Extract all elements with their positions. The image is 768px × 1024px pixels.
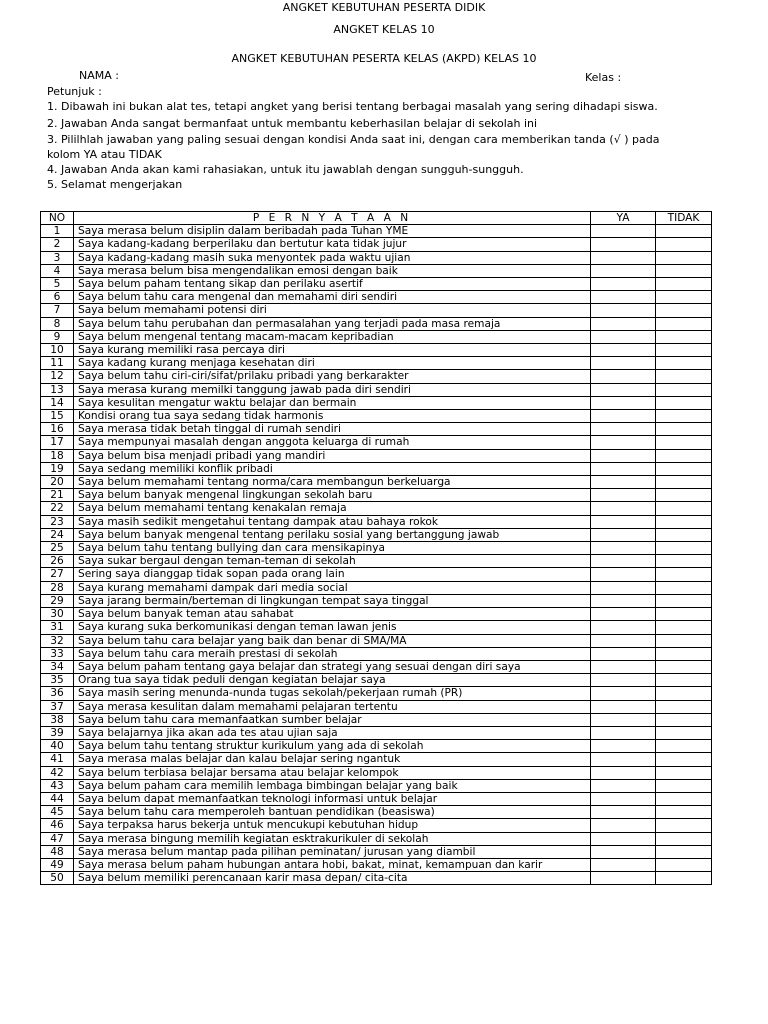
ya-checkbox-cell[interactable]: [591, 423, 656, 436]
row-statement: Saya kurang suka berkomunikasi dengan teman lawan jenis: [74, 621, 591, 634]
row-number: 16: [41, 423, 74, 436]
row-number: 6: [41, 291, 74, 304]
row-number: 35: [41, 674, 74, 687]
kelas-label: Kelas :: [585, 71, 622, 84]
row-statement: Saya belum memahami potensi diri: [74, 304, 591, 317]
tidak-checkbox-cell[interactable]: [656, 423, 712, 436]
tidak-checkbox-cell[interactable]: [656, 568, 712, 581]
row-number: 20: [41, 476, 74, 489]
row-number: 31: [41, 621, 74, 634]
tidak-checkbox-cell[interactable]: [656, 528, 712, 541]
ya-checkbox-cell[interactable]: [591, 819, 656, 832]
row-number: 27: [41, 568, 74, 581]
ya-checkbox-cell[interactable]: [591, 621, 656, 634]
table-row: [41, 317, 712, 330]
instructions-heading: Petunjuk :: [47, 85, 102, 98]
tidak-checkbox-cell[interactable]: [656, 594, 712, 607]
row-statement: Saya kurang memiliki rasa percaya diri: [74, 344, 591, 357]
ya-checkbox-cell[interactable]: [591, 515, 656, 528]
tidak-checkbox-cell[interactable]: [656, 542, 712, 555]
row-statement: Saya belum banyak mengenal tentang perilaku sosial yang bertanggung jawab: [74, 528, 591, 541]
tidak-checkbox-cell[interactable]: [656, 726, 712, 739]
table-header-row: [41, 212, 712, 225]
row-statement: Saya belum paham cara memilih lembaga bimbingan belajar yang baik: [74, 779, 591, 792]
tidak-checkbox-cell[interactable]: [656, 634, 712, 647]
tidak-checkbox-cell[interactable]: [656, 687, 712, 700]
row-statement: Saya terpaksa harus bekerja untuk mencukupi kebutuhan hidup: [74, 819, 591, 832]
tidak-checkbox-cell[interactable]: [656, 779, 712, 792]
row-statement: Kondisi orang tua saya sedang tidak harmonis: [74, 410, 591, 423]
ya-checkbox-cell[interactable]: [591, 779, 656, 792]
row-statement: Saya masih sering menunda-nunda tugas sekolah/pekerjaan rumah (PR): [74, 687, 591, 700]
ya-checkbox-cell[interactable]: [591, 660, 656, 673]
row-statement: Saya jarang bermain/berteman di lingkungan tempat saya tinggal: [74, 594, 591, 607]
tidak-checkbox-cell[interactable]: [656, 251, 712, 264]
table-row: [41, 766, 712, 779]
table-row: [41, 792, 712, 805]
tidak-checkbox-cell[interactable]: [656, 740, 712, 753]
table-row: [41, 436, 712, 449]
row-number: 3: [41, 251, 74, 264]
row-statement: Saya merasa belum mantap pada pilihan peminatan/ jurusan yang diambil: [74, 845, 591, 858]
ya-checkbox-cell[interactable]: [591, 462, 656, 475]
tidak-checkbox-cell[interactable]: [656, 396, 712, 409]
table-row: [41, 845, 712, 858]
ya-checkbox-cell[interactable]: [591, 238, 656, 251]
tidak-checkbox-cell[interactable]: [656, 304, 712, 317]
row-statement: Saya belum banyak teman atau sahabat: [74, 608, 591, 621]
row-number: 40: [41, 740, 74, 753]
tidak-checkbox-cell[interactable]: [656, 713, 712, 726]
table-row: [41, 396, 712, 409]
tidak-checkbox-cell[interactable]: [656, 225, 712, 238]
row-number: 11: [41, 357, 74, 370]
row-number: 37: [41, 700, 74, 713]
ya-checkbox-cell[interactable]: [591, 370, 656, 383]
tidak-checkbox-cell[interactable]: [656, 647, 712, 660]
row-number: 19: [41, 462, 74, 475]
tidak-checkbox-cell[interactable]: [656, 383, 712, 396]
row-number: 9: [41, 330, 74, 343]
instruction-item: 1. Dibawah ini bukan alat tes, tetapi angket yang berisi tentang berbagai masalah yang sering dihadapi siswa.: [47, 100, 658, 114]
tidak-checkbox-cell[interactable]: [656, 621, 712, 634]
ya-checkbox-cell[interactable]: [591, 568, 656, 581]
row-number: 22: [41, 502, 74, 515]
ya-checkbox-cell[interactable]: [591, 713, 656, 726]
nama-label: NAMA :: [79, 69, 119, 82]
row-number: 10: [41, 344, 74, 357]
ya-checkbox-cell[interactable]: [591, 740, 656, 753]
table-row: [41, 555, 712, 568]
table-row: [41, 819, 712, 832]
row-number: 1: [41, 225, 74, 238]
tidak-checkbox-cell[interactable]: [656, 344, 712, 357]
tidak-checkbox-cell[interactable]: [656, 700, 712, 713]
tidak-checkbox-cell[interactable]: [656, 436, 712, 449]
ya-checkbox-cell[interactable]: [591, 383, 656, 396]
row-statement: Saya mempunyai masalah dengan anggota keluarga di rumah: [74, 436, 591, 449]
instruction-item: 2. Jawaban Anda sangat bermanfaat untuk membantu keberhasilan belajar di sekolah ini: [47, 117, 538, 131]
table-row: [41, 779, 712, 792]
row-statement: Saya belum tahu cara memperoleh bantuan pendidikan (beasiswa): [74, 806, 591, 819]
row-statement: Saya belum mengenal tentang macam-macam kepribadian: [74, 330, 591, 343]
tidak-checkbox-cell[interactable]: [656, 489, 712, 502]
ya-checkbox-cell[interactable]: [591, 449, 656, 462]
ya-checkbox-cell[interactable]: [591, 317, 656, 330]
header-tidak: TIDAK: [656, 212, 712, 225]
table-row: [41, 700, 712, 713]
row-statement: Saya kesulitan mengatur waktu belajar dan bermain: [74, 396, 591, 409]
row-statement: Saya belum tahu cara mengenal dan memahami diri sendiri: [74, 291, 591, 304]
table-row: [41, 225, 712, 238]
tidak-checkbox-cell[interactable]: [656, 515, 712, 528]
tidak-checkbox-cell[interactable]: [656, 792, 712, 805]
table-row: [41, 647, 712, 660]
ya-checkbox-cell[interactable]: [591, 806, 656, 819]
row-number: 49: [41, 858, 74, 871]
tidak-checkbox-cell[interactable]: [656, 753, 712, 766]
row-number: 29: [41, 594, 74, 607]
table-row: [41, 344, 712, 357]
row-statement: Saya belum terbiasa belajar bersama atau belajar kelompok: [74, 766, 591, 779]
ya-checkbox-cell[interactable]: [591, 555, 656, 568]
ya-checkbox-cell[interactable]: [591, 489, 656, 502]
table-row: [41, 502, 712, 515]
tidak-checkbox-cell[interactable]: [656, 317, 712, 330]
row-statement: Saya kadang kurang menjaga kesehatan diri: [74, 357, 591, 370]
row-number: 25: [41, 542, 74, 555]
instruction-item: 5. Selamat mengerjakan: [47, 178, 183, 192]
ya-checkbox-cell[interactable]: [591, 251, 656, 264]
tidak-checkbox-cell[interactable]: [656, 858, 712, 871]
ya-checkbox-cell[interactable]: [591, 502, 656, 515]
ya-checkbox-cell[interactable]: [591, 687, 656, 700]
ya-checkbox-cell[interactable]: [591, 330, 656, 343]
ya-checkbox-cell[interactable]: [591, 608, 656, 621]
row-statement: Saya kurang memahami dampak dari media social: [74, 581, 591, 594]
tidak-checkbox-cell[interactable]: [656, 330, 712, 343]
row-statement: Saya belum memiliki perencanaan karir masa depan/ cita-cita: [74, 872, 591, 885]
ya-checkbox-cell[interactable]: [591, 225, 656, 238]
row-number: 30: [41, 608, 74, 621]
row-number: 44: [41, 792, 74, 805]
ya-checkbox-cell[interactable]: [591, 581, 656, 594]
tidak-checkbox-cell[interactable]: [656, 819, 712, 832]
tidak-checkbox-cell[interactable]: [656, 278, 712, 291]
ya-checkbox-cell[interactable]: [591, 476, 656, 489]
document-title: ANGKET KEBUTUHAN PESERTA DIDIK: [282, 1, 486, 14]
tidak-checkbox-cell[interactable]: [656, 845, 712, 858]
row-statement: Saya merasa bingung memilih kegiatan esktrakurikuler di sekolah: [74, 832, 591, 845]
row-statement: Saya merasa belum disiplin dalam beribadah pada Tuhan YME: [74, 225, 591, 238]
table-row: [41, 449, 712, 462]
ya-checkbox-cell[interactable]: [591, 436, 656, 449]
table-row: [41, 278, 712, 291]
table-row: [41, 264, 712, 277]
table-row: [41, 476, 712, 489]
row-statement: Saya belum paham tentang gaya belajar dan strategi yang sesuai dengan diri saya: [74, 660, 591, 673]
row-statement: Saya belum banyak mengenal lingkungan sekolah baru: [74, 489, 591, 502]
tidak-checkbox-cell[interactable]: [656, 581, 712, 594]
row-number: 45: [41, 806, 74, 819]
ya-checkbox-cell[interactable]: [591, 872, 656, 885]
row-number: 7: [41, 304, 74, 317]
row-number: 34: [41, 660, 74, 673]
ya-checkbox-cell[interactable]: [591, 410, 656, 423]
row-statement: Saya merasa tidak betah tinggal di rumah sendiri: [74, 423, 591, 436]
header-no: NO: [41, 212, 74, 225]
tidak-checkbox-cell[interactable]: [656, 832, 712, 845]
row-number: 32: [41, 634, 74, 647]
questionnaire-table: [40, 211, 712, 885]
table-row: [41, 660, 712, 673]
row-number: 41: [41, 753, 74, 766]
ya-checkbox-cell[interactable]: [591, 634, 656, 647]
tidak-checkbox-cell[interactable]: [656, 449, 712, 462]
ya-checkbox-cell[interactable]: [591, 753, 656, 766]
table-row: [41, 687, 712, 700]
table-row: [41, 858, 712, 871]
row-number: 24: [41, 528, 74, 541]
table-row: [41, 542, 712, 555]
row-statement: Saya merasa kesulitan dalam memahami pelajaran tertentu: [74, 700, 591, 713]
tidak-checkbox-cell[interactable]: [656, 264, 712, 277]
ya-checkbox-cell[interactable]: [591, 647, 656, 660]
table-row: [41, 568, 712, 581]
row-number: 14: [41, 396, 74, 409]
instruction-item: 4. Jawaban Anda akan kami rahasiakan, untuk itu jawablah dengan sungguh-sungguh.: [47, 163, 524, 177]
row-statement: Saya belum memahami tentang norma/cara membangun berkeluarga: [74, 476, 591, 489]
row-number: 15: [41, 410, 74, 423]
ya-checkbox-cell[interactable]: [591, 832, 656, 845]
tidak-checkbox-cell[interactable]: [656, 608, 712, 621]
tidak-checkbox-cell[interactable]: [656, 410, 712, 423]
table-row: [41, 330, 712, 343]
row-statement: Saya belum tahu tentang struktur kurikulum yang ada di sekolah: [74, 740, 591, 753]
ya-checkbox-cell[interactable]: [591, 291, 656, 304]
row-statement: Saya belum tahu tentang bullying dan cara mensikapinya: [74, 542, 591, 555]
row-number: 47: [41, 832, 74, 845]
ya-checkbox-cell[interactable]: [591, 542, 656, 555]
table-row: [41, 621, 712, 634]
table-row: [41, 370, 712, 383]
ya-checkbox-cell[interactable]: [591, 278, 656, 291]
tidak-checkbox-cell[interactable]: [656, 766, 712, 779]
row-number: 8: [41, 317, 74, 330]
ya-checkbox-cell[interactable]: [591, 528, 656, 541]
ya-checkbox-cell[interactable]: [591, 845, 656, 858]
table-row: [41, 528, 712, 541]
table-row: [41, 251, 712, 264]
table-row: [41, 383, 712, 396]
row-number: 23: [41, 515, 74, 528]
table-row: [41, 608, 712, 621]
table-row: [41, 806, 712, 819]
ya-checkbox-cell[interactable]: [591, 304, 656, 317]
table-row: [41, 357, 712, 370]
row-statement: Saya kadang-kadang masih suka menyontek pada waktu ujian: [74, 251, 591, 264]
tidak-checkbox-cell[interactable]: [656, 357, 712, 370]
ya-checkbox-cell[interactable]: [591, 357, 656, 370]
table-row: [41, 489, 712, 502]
row-number: 5: [41, 278, 74, 291]
row-number: 43: [41, 779, 74, 792]
tidak-checkbox-cell[interactable]: [656, 502, 712, 515]
row-number: 17: [41, 436, 74, 449]
ya-checkbox-cell[interactable]: [591, 594, 656, 607]
row-number: 38: [41, 713, 74, 726]
table-row: [41, 423, 712, 436]
table-row: [41, 410, 712, 423]
ya-checkbox-cell[interactable]: [591, 264, 656, 277]
table-row: [41, 674, 712, 687]
row-number: 2: [41, 238, 74, 251]
row-number: 4: [41, 264, 74, 277]
row-statement: Saya belum bisa menjadi pribadi yang mandiri: [74, 449, 591, 462]
tidak-checkbox-cell[interactable]: [656, 462, 712, 475]
instruction-item: 3. Pililhlah jawaban yang paling sesuai dengan kondisi Anda saat ini, dengan cara memberikan tanda (√ ) pada kolom YA atau TIDAK: [47, 132, 660, 161]
row-statement: Saya belum tahu cara belajar yang baik dan benar di SMA/MA: [74, 634, 591, 647]
row-statement: Saya belum paham tentang sikap dan perilaku asertif: [74, 278, 591, 291]
tidak-checkbox-cell[interactable]: [656, 806, 712, 819]
table-row: [41, 515, 712, 528]
table-row: [41, 713, 712, 726]
instructions: [47, 84, 667, 192]
tidak-checkbox-cell[interactable]: [656, 872, 712, 885]
table-row: [41, 832, 712, 845]
table-row: [41, 753, 712, 766]
row-statement: Saya belum tahu ciri-ciri/sifat/prilaku pribadi yang berkarakter: [74, 370, 591, 383]
row-statement: Saya sukar bergaul dengan teman-teman di sekolah: [74, 555, 591, 568]
row-statement: Saya belum tahu cara meraih prestasi di sekolah: [74, 647, 591, 660]
table-row: [41, 238, 712, 251]
table-row: [41, 581, 712, 594]
table-row: [41, 634, 712, 647]
row-statement: Saya belajarnya jika akan ada tes atau ujian saja: [74, 726, 591, 739]
ya-checkbox-cell[interactable]: [591, 858, 656, 871]
tidak-checkbox-cell[interactable]: [656, 674, 712, 687]
row-number: 42: [41, 766, 74, 779]
row-number: 26: [41, 555, 74, 568]
tidak-checkbox-cell[interactable]: [656, 476, 712, 489]
ya-checkbox-cell[interactable]: [591, 726, 656, 739]
table-row: [41, 872, 712, 885]
row-statement: Saya belum dapat memanfaatkan teknologi informasi untuk belajar: [74, 792, 591, 805]
row-number: 33: [41, 647, 74, 660]
tidak-checkbox-cell[interactable]: [656, 660, 712, 673]
row-number: 39: [41, 726, 74, 739]
ya-checkbox-cell[interactable]: [591, 700, 656, 713]
row-number: 12: [41, 370, 74, 383]
tidak-checkbox-cell[interactable]: [656, 555, 712, 568]
row-number: 50: [41, 872, 74, 885]
row-statement: Saya merasa kurang memilki tanggung jawab pada diri sendiri: [74, 383, 591, 396]
tidak-checkbox-cell[interactable]: [656, 370, 712, 383]
ya-checkbox-cell[interactable]: [591, 792, 656, 805]
row-number: 18: [41, 449, 74, 462]
ya-checkbox-cell[interactable]: [591, 766, 656, 779]
table-row: [41, 291, 712, 304]
row-statement: Saya belum tahu cara memanfaatkan sumber belajar: [74, 713, 591, 726]
row-statement: Saya merasa malas belajar dan kalau belajar sering ngantuk: [74, 753, 591, 766]
table-row: [41, 594, 712, 607]
tidak-checkbox-cell[interactable]: [656, 291, 712, 304]
table-row: [41, 304, 712, 317]
document-subtitle: ANGKET KELAS 10: [333, 23, 435, 36]
row-statement: Saya kadang-kadang berperilaku dan bertutur kata tidak jujur: [74, 238, 591, 251]
tidak-checkbox-cell[interactable]: [656, 238, 712, 251]
table-row: [41, 740, 712, 753]
row-number: 36: [41, 687, 74, 700]
row-number: 21: [41, 489, 74, 502]
row-statement: Saya sedang memiliki konflik pribadi: [74, 462, 591, 475]
row-number: 48: [41, 845, 74, 858]
ya-checkbox-cell[interactable]: [591, 396, 656, 409]
ya-checkbox-cell[interactable]: [591, 344, 656, 357]
row-statement: Orang tua saya tidak peduli dengan kegiatan belajar saya: [74, 674, 591, 687]
ya-checkbox-cell[interactable]: [591, 674, 656, 687]
table-row: [41, 462, 712, 475]
row-number: 46: [41, 819, 74, 832]
row-number: 28: [41, 581, 74, 594]
row-statement: Saya belum tahu perubahan dan permasalahan yang terjadi pada masa remaja: [74, 317, 591, 330]
row-number: 13: [41, 383, 74, 396]
row-statement: Saya masih sedikit mengetahui tentang dampak atau bahaya rokok: [74, 515, 591, 528]
table-row: [41, 726, 712, 739]
row-statement: Saya merasa belum bisa mengendalikan emosi dengan baik: [74, 264, 591, 277]
row-statement: Saya belum memahami tentang kenakalan remaja: [74, 502, 591, 515]
row-statement: Saya merasa belum paham hubungan antara hobi, bakat, minat, kemampuan dan karir: [74, 858, 591, 871]
row-statement: Sering saya dianggap tidak sopan pada orang lain: [74, 568, 591, 581]
document-full-title: ANGKET KEBUTUHAN PESERTA KELAS (AKPD) KELAS 10: [231, 52, 537, 65]
header-pernyataan: P E R N Y A T A A N: [74, 212, 591, 225]
header-ya: YA: [591, 212, 656, 225]
